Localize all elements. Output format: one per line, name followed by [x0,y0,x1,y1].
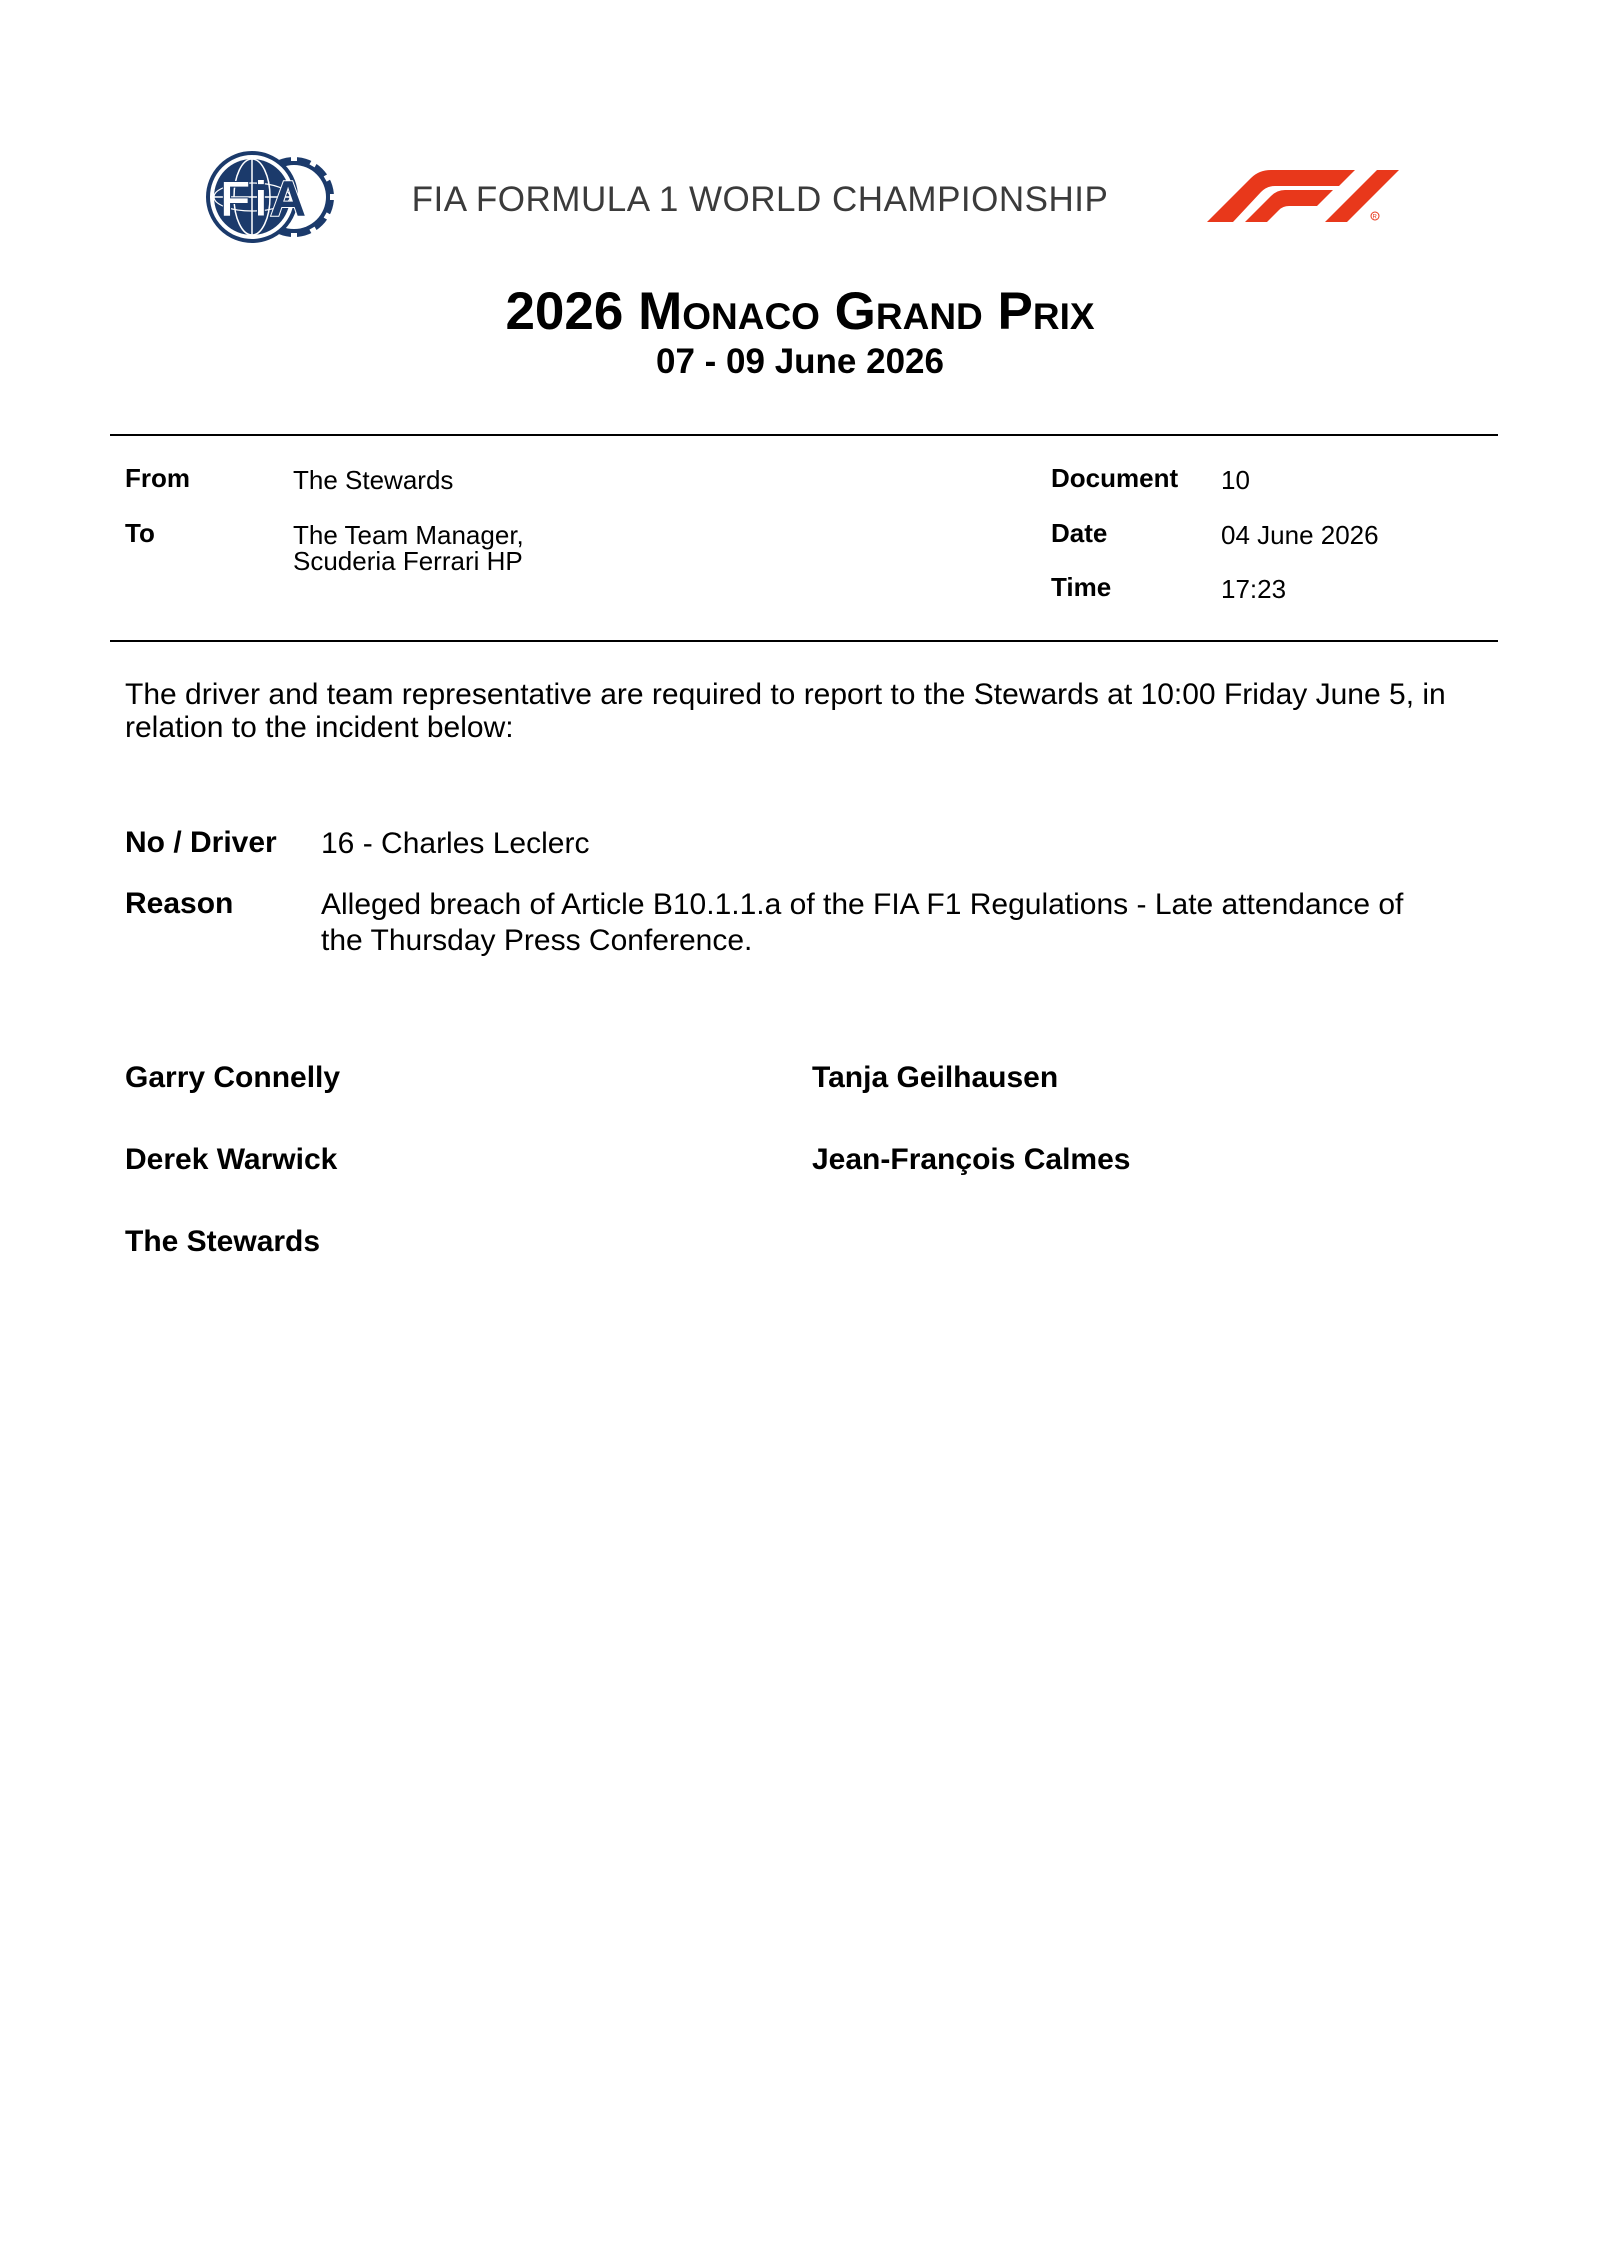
driver-value: 16 - Charles Leclerc [321,827,590,860]
svg-text:i: i [254,171,268,227]
svg-text:F: F [220,171,251,227]
date-label: Date [1051,518,1108,548]
event-dates: 07 - 09 June 2026 [656,342,944,381]
event-name: Monaco Grand Prix [638,282,1095,341]
to-value-line2: Scuderia Ferrari HP [293,546,523,576]
steward-name: Derek Warwick [125,1143,338,1176]
time-value: 17:23 [1221,574,1287,604]
time-label: Time [1051,572,1112,602]
reason-value-line2: the Thursday Press Conference. [321,924,753,957]
steward-name: Garry Connelly [125,1061,341,1094]
event-title [0,282,1600,342]
to-value-line1: The Team Manager, [293,520,524,550]
f1-logo [1205,168,1401,224]
document-value: 10 [1221,465,1250,495]
svg-text:A: A [270,171,307,227]
from-label: From [125,463,190,493]
from-value: The Stewards [293,465,454,495]
svg-text:R: R [1372,214,1377,221]
steward-name: Tanja Geilhausen [812,1061,1059,1094]
fia-logo [206,150,344,244]
reason-value-line1: Alleged breach of Article B10.1.1.a of the FIA F1 Regulations - Late attendance of [321,888,1404,921]
divider-top [110,434,1498,436]
divider-bottom [110,640,1498,642]
championship-title: FIA FORMULA 1 WORLD CHAMPIONSHIP [411,180,1109,219]
event-year: 2026 [505,282,624,341]
to-label: To [125,518,155,548]
document-label: Document [1051,463,1179,493]
date-value: 04 June 2026 [1221,520,1379,550]
stewards-signoff: The Stewards [125,1225,321,1258]
reason-label: Reason [125,887,234,920]
summons-text: The driver and team representative are required to report to the Stewards at 10:00 Friday June 5, in relation to the incident below: [125,678,1446,744]
steward-name: Jean-François Calmes [812,1143,1131,1176]
driver-label: No / Driver [125,826,277,859]
